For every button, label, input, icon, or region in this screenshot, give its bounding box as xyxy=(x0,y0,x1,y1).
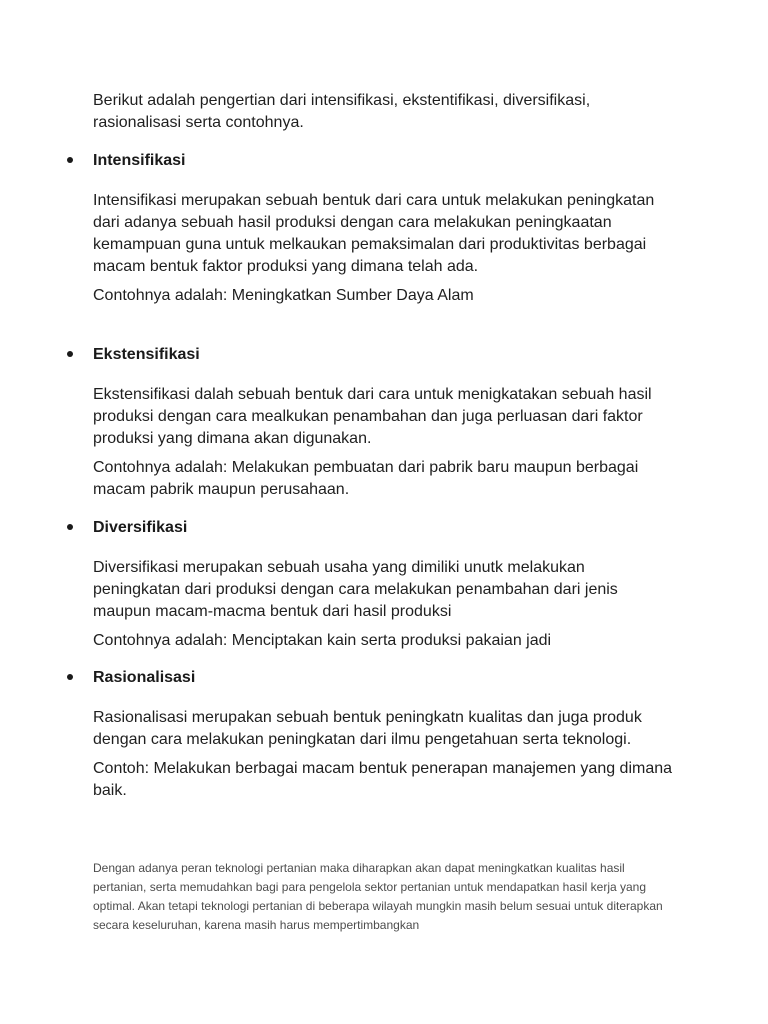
section-heading: Intensifikasi xyxy=(93,152,186,169)
bullet-item xyxy=(0,667,768,689)
section-heading: Ekstensifikasi xyxy=(93,346,200,363)
section-intensifikasi xyxy=(0,150,768,307)
bullet-item xyxy=(0,150,768,172)
bullet-item xyxy=(0,344,768,366)
bullet-item xyxy=(0,517,768,539)
section-diversifikasi xyxy=(0,517,768,652)
section-heading: Diversifikasi xyxy=(93,519,188,536)
section-rasionalisasi xyxy=(0,667,768,802)
section-description: Rasionalisasi merupakan sebuah bentuk peningkatn kualitas dan juga produk dengan cara melakukan peningkatan dari ilmu pengetahuan serta teknologi. xyxy=(93,709,642,748)
section-description: Ekstensifikasi dalah sebuah bentuk dari cara untuk menigkatakan sebuah hasil produksi dengan cara mealkukan penambahan dan juga perluasan dari faktor produksi yang dimana akan digunakan. xyxy=(93,386,652,447)
bullet-icon xyxy=(67,524,73,530)
section-heading: Rasionalisasi xyxy=(93,669,196,686)
section-ekstensifikasi xyxy=(0,344,768,501)
bullet-icon xyxy=(67,351,73,357)
section-description: Diversifikasi merupakan sebuah usaha yang dimiliki unutk melakukan peningkatan dari produksi dengan cara melakukan penambahan dari jenis maupun macam-macma bentuk dari hasil produksi xyxy=(93,559,618,620)
section-example: Contohnya adalah: Meningkatkan Sumber Daya Alam xyxy=(93,287,474,304)
bullet-icon xyxy=(67,157,73,163)
section-description: Intensifikasi merupakan sebuah bentuk dari cara untuk melakukan peningkatan dari adanya sebuah hasil produksi dengan cara melakukan peningkaatan kemampuan guna untuk melkaukan pemaksimalan dari produktivitas berbagai macam bentuk faktor produksi yang dimana telah ada. xyxy=(93,192,655,275)
section-example: Contohnya adalah: Menciptakan kain serta produksi pakaian jadi xyxy=(93,632,552,649)
section-example: Contohnya adalah: Melakukan pembuatan dari pabrik baru maupun berbagai macam pabrik maupun perusahaan. xyxy=(93,459,639,498)
intro-paragraph: Berikut adalah pengertian dari intensifikasi, ekstentifikasi, diversifikasi, rasionalisasi serta contohnya. xyxy=(93,92,591,131)
bullet-icon xyxy=(67,674,73,680)
footer-paragraph: Dengan adanya peran teknologi pertanian maka diharapkan akan dapat meningkatkan kualitas hasil pertanian, serta memudahkan bagi para pengelola sektor pertanian untuk mendapatkan hasil kerja yang optimal. Akan tetapi teknologi pertanian di beberapa wilayah mungkin masih belum sesuai untuk diterapkan secara keseluruhan, karena masih harus mempertimbangkan xyxy=(93,861,663,932)
section-example: Contoh: Melakukan berbagai macam bentuk penerapan manajemen yang dimana baik. xyxy=(93,760,673,799)
